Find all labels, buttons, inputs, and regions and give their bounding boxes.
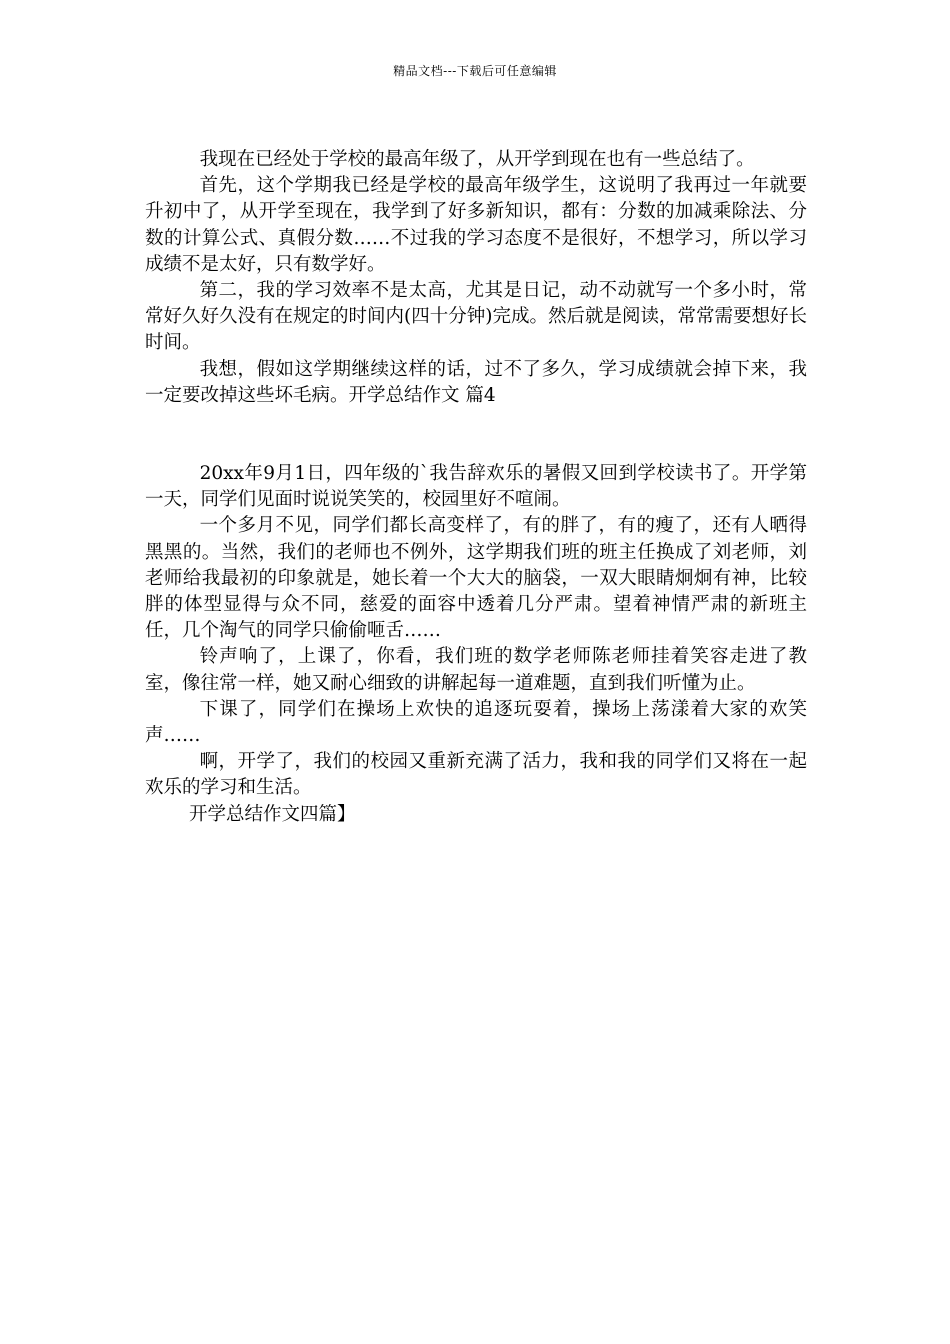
page-header: 精品文档---下载后可任意编辑 <box>393 64 557 78</box>
paragraph: 啊，开学了，我们的校园又重新充满了活力，我和我的同学们又将在一起欢乐的学习和生活。 <box>145 751 807 799</box>
paragraph: 首先，这个学期我已经是学校的最高年级学生，这说明了我再过一年就要升初中了，从开学至现在，我学到了好多新知识，都有：分数的加减乘除法、分数的计算公式、真假分数……不过我的学习态度不是很好，不想学习，所以学习成绩不是太好，只有数学好。 <box>145 175 807 275</box>
paragraph: 铃声响了，上课了，你看，我们班的数学老师陈老师挂着笑容走进了教室，像往常一样，她又耐心细致的讲解起每一道难题，直到我们听懂为止。 <box>145 646 807 694</box>
paragraph: 我想，假如这学期继续这样的话，过不了多久，学习成绩就会掉下来，我一定要改掉这些坏毛病。开学总结作文 篇4 <box>145 358 807 406</box>
essay-section-2 <box>145 461 807 828</box>
closing-line: 开学总结作文四篇】 <box>189 803 356 825</box>
paragraph: 我现在已经处于学校的最高年级了，从开学到现在也有一些总结了。 <box>199 149 755 170</box>
essay-section-1 <box>145 147 807 409</box>
document-body <box>145 147 807 828</box>
paragraph: 下课了，同学们在操场上欢快的追逐玩耍着，操场上荡漾着大家的欢笑声…… <box>145 698 807 747</box>
paragraph: 第二，我的学习效率不是太高，尤其是日记，动不动就写一个多小时，常常好久好久没有在规定的时间内(四十分钟)完成。然后就是阅读，常常需要想好长时间。 <box>145 280 807 354</box>
paragraph: 20xx年9月1日，四年级的`我告辞欢乐的暑假又回到学校读书了。开学第一天，同学们见面时说说笑笑的，校园里好不喧闹。 <box>145 463 807 511</box>
paragraph: 一个多月不见，同学们都长高变样了，有的胖了，有的瘦了，还有人晒得黑黑的。当然，我们的老师也不例外，这学期我们班的班主任换成了刘老师，刘老师给我最初的印象就是，她长着一个大大的脑袋，一双大眼睛炯炯有神，比较胖的体型显得与众不同，慈爱的面容中透着几分严肃。望着神情严肃的新班主任，几个淘气的同学只偷偷咂舌…… <box>145 515 807 642</box>
section-spacer <box>145 409 807 461</box>
